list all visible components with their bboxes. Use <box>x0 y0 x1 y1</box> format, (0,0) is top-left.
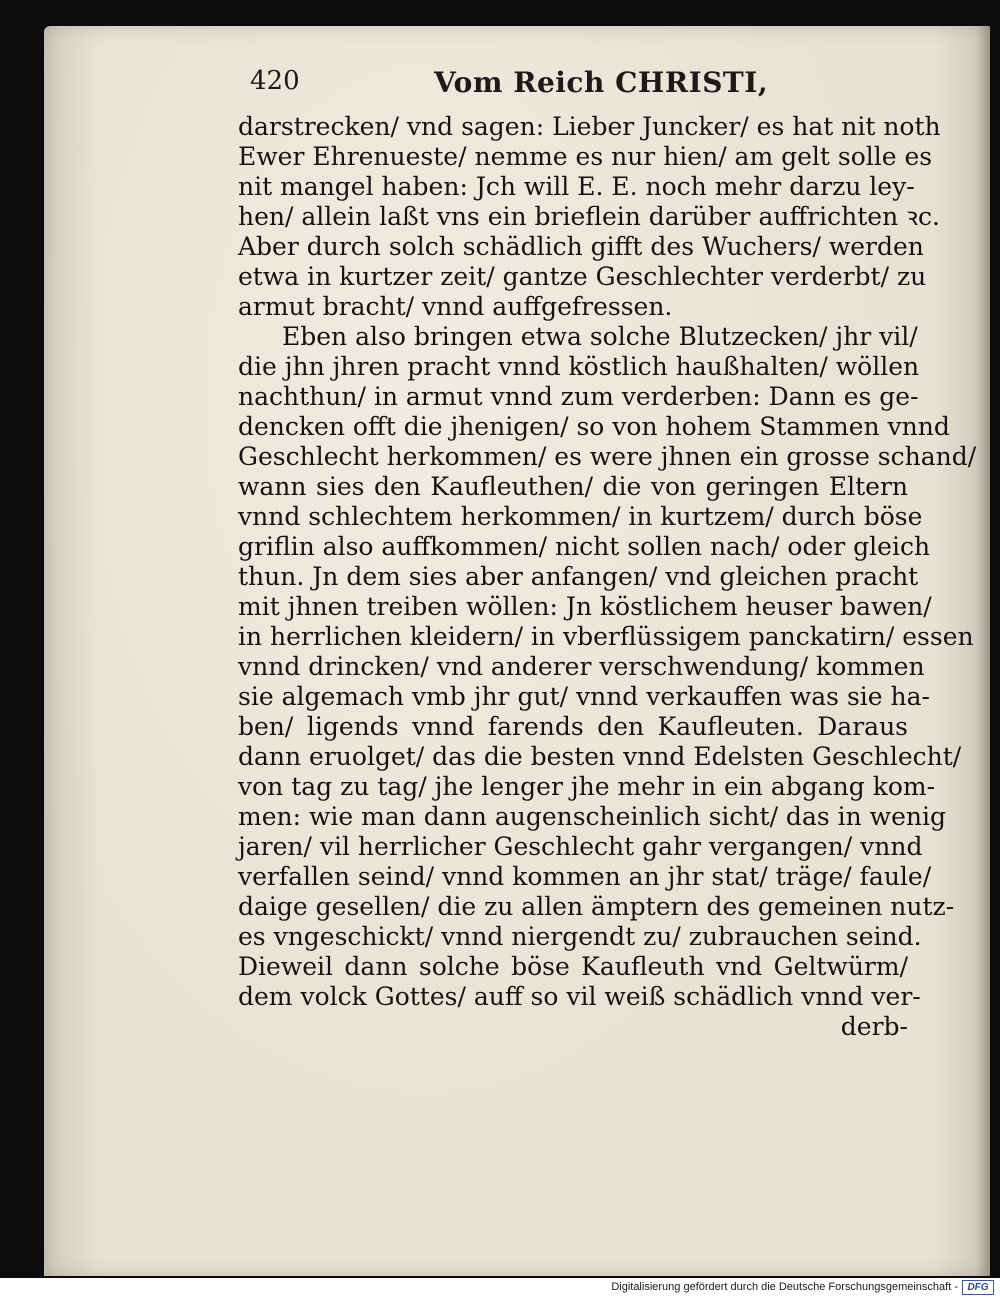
funding-credit: Digitalisierung gefördert durch die Deutsche Forschungsgemeinschaft - <box>611 1281 958 1293</box>
text-line: Aber durch solch schädlich gifft des Wuchers/ werden <box>238 232 924 261</box>
text-line: dem volck Gottes/ auff so vil weiß schädlich vnnd ver- <box>238 982 921 1011</box>
body-text <box>238 112 977 1042</box>
text-line: Ewer Ehrenueste/ nemme es nur hien/ am gelt solle es <box>238 142 933 171</box>
text-line: verfallen seind/ vnnd kommen an jhr stat/ träge/ faule/ <box>238 862 932 891</box>
text-line: sie algemach vmb jhr gut/ vnnd verkauffen was sie ha- <box>238 682 930 711</box>
text-line: nit mangel haben: Jch will E. E. noch mehr darzu ley- <box>238 172 915 201</box>
dfg-logo-icon: DFG <box>962 1280 994 1295</box>
text-line: nachthun/ in armut vnnd zum verderben: Dann es ge- <box>238 382 919 411</box>
running-head <box>250 66 810 110</box>
text-line: vnnd drincken/ vnd anderer verschwendung/ kommen <box>238 652 925 681</box>
text-line: die jhn jhren pracht vnnd köstlich haußhalten/ wöllen <box>238 352 920 381</box>
text-line: dann eruolget/ das die besten vnnd Edelsten Geschlecht/ <box>238 742 962 771</box>
running-title: Vom Reich CHRISTI, <box>434 66 769 99</box>
text-line: mit jhnen treiben wöllen: Jn köstlichem heuser bawen/ <box>238 592 932 621</box>
text-line: von tag zu tag/ jhe lenger jhe mehr in ein abgang kom- <box>238 772 936 801</box>
text-line: daige gesellen/ die zu allen ämptern des gemeinen nutz- <box>238 892 955 921</box>
text-line: jaren/ vil herrlicher Geschlecht gahr vergangen/ vnnd <box>238 832 923 861</box>
text-line: griflin also auffkommen/ nicht sollen nach/ oder gleich <box>238 532 931 561</box>
text-line: men: wie man dann augenscheinlich sicht/ das in wenig <box>238 802 946 831</box>
paragraph-start-line: Eben also bringen etwa solche Blutzecken/ jhr vil/ <box>282 322 918 351</box>
text-line: in herrlichen kleidern/ in vberflüssigem panckatirn/ essen <box>238 622 974 651</box>
text-line: etwa in kurtzer zeit/ gantze Geschlechter verderbt/ zu <box>238 262 927 291</box>
page-edge-shadow <box>976 26 990 1276</box>
text-line: es vngeschickt/ vnnd niergendt zu/ zubrauchen seind. <box>238 922 922 951</box>
text-line: hen/ allein laßt vns ein brieflein darüber auffrichten ꝛc. <box>238 202 940 231</box>
page-number: 420 <box>250 66 300 96</box>
text-line: Geschlecht herkommen/ es were jhnen ein grosse schand/ <box>238 442 977 471</box>
text-line: ben/ ligends vnnd farends den Kaufleuten. Daraus <box>238 712 908 741</box>
footer-bar <box>0 1278 1000 1298</box>
text-line: darstrecken/ vnd sagen: Lieber Juncker/ es hat nit noth <box>238 112 941 141</box>
text-line: thun. Jn dem sies aber anfangen/ vnd gleichen pracht <box>238 562 919 591</box>
text-line: wann sies den Kaufleuthen/ die von geringen Eltern <box>238 472 908 501</box>
paragraph-start-line: Dieweil dann solche böse Kaufleuth vnd Geltwürm/ <box>238 952 908 981</box>
text-line: armut bracht/ vnnd auffgefressen. <box>238 292 673 321</box>
text-line: dencken offt die jhenigen/ so von hohem Stammen vnnd <box>238 412 950 441</box>
text-line: vnnd schlechtem herkommen/ in kurtzem/ durch böse <box>238 502 923 531</box>
catchword: derb- <box>840 1012 908 1041</box>
